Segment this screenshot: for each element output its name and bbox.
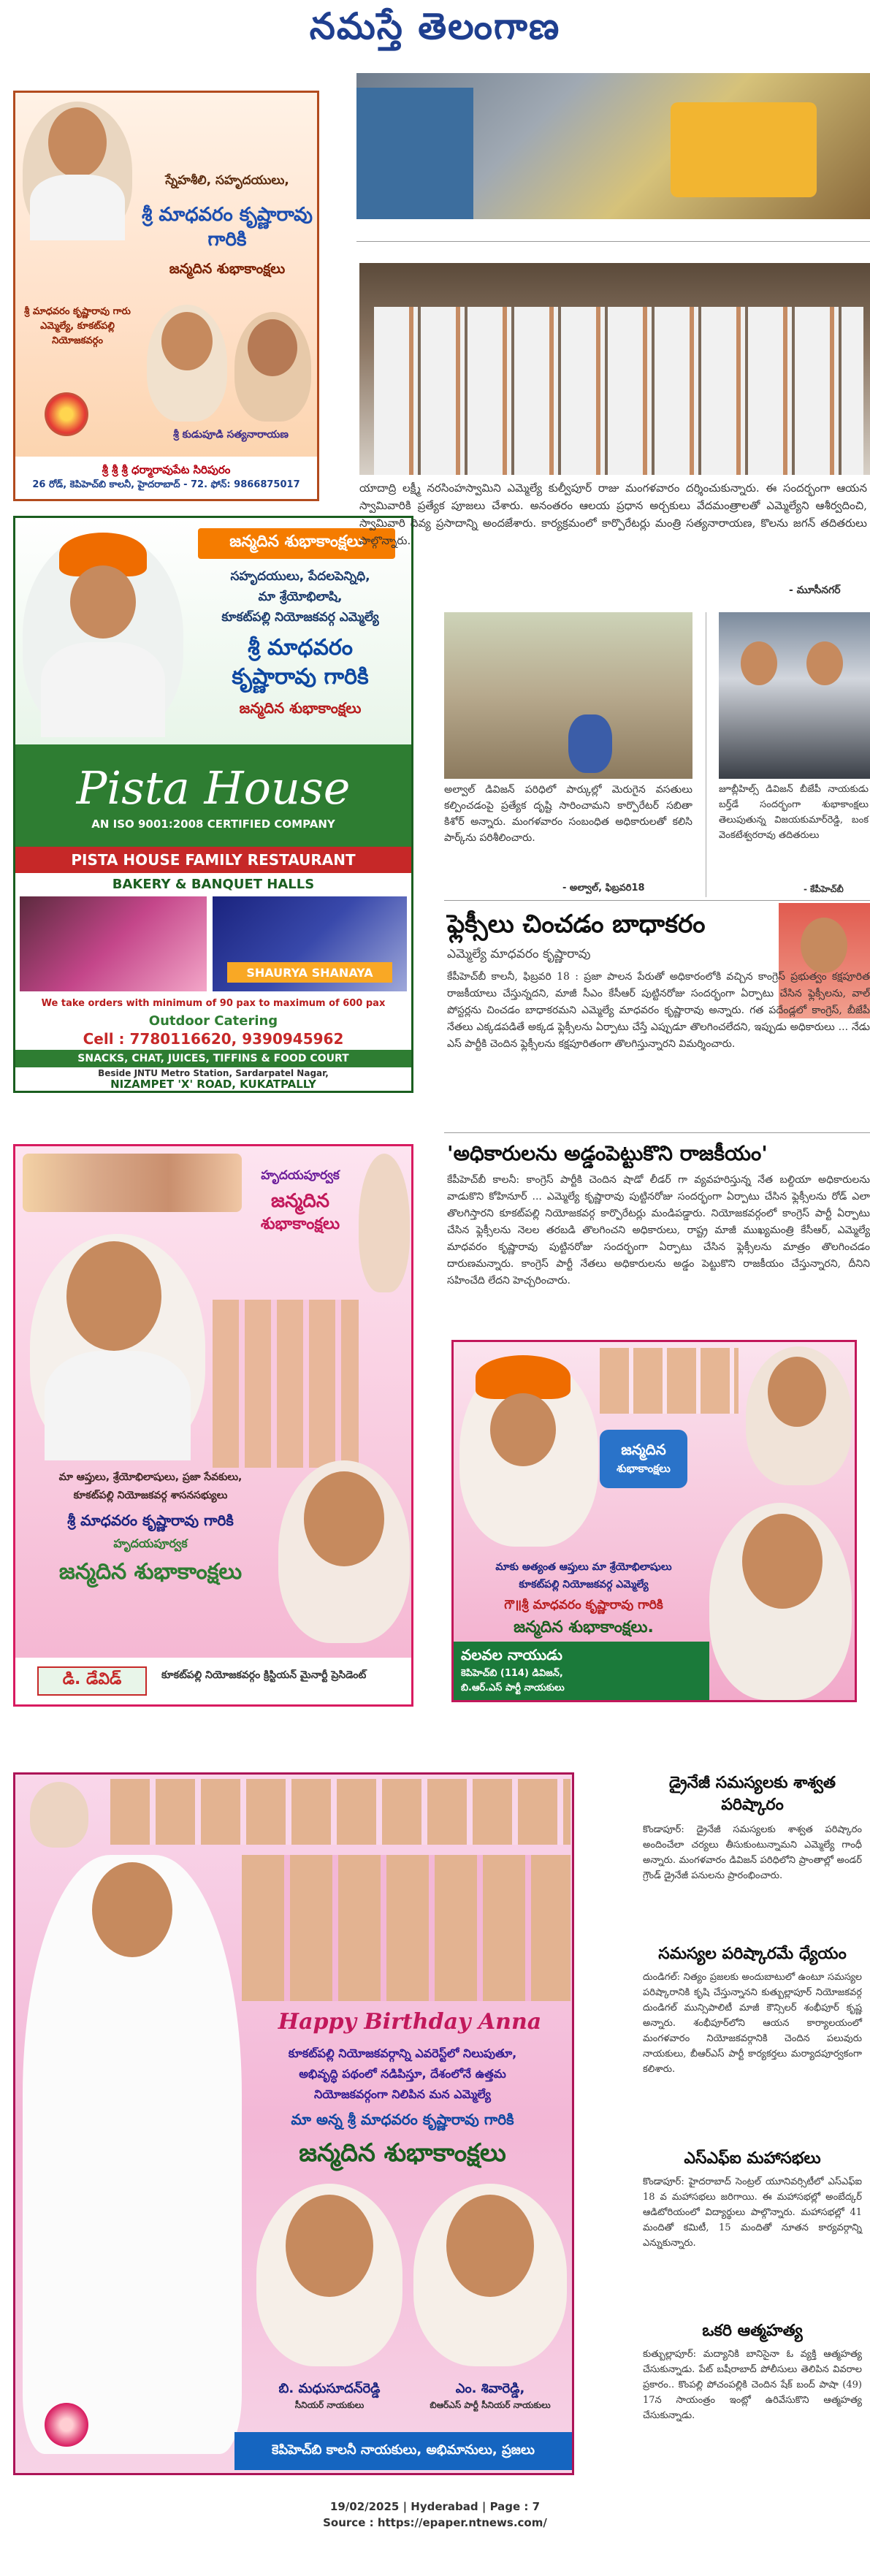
face-shape — [742, 1514, 823, 1609]
ad-footer-line1: శ్రీ శ్రీ శ్రీ ధర్మారావు‌పేట సిరిపురం — [102, 463, 231, 476]
pista-house-ad — [13, 516, 413, 1093]
ad-caption-right: శ్రీ కుడుపూడి సత్యనారాయణ — [173, 429, 289, 441]
badge-line-1: జన్మదిన — [621, 1440, 666, 1458]
masthead — [0, 0, 870, 61]
photo-collage — [213, 1300, 359, 1468]
person-photo — [359, 1154, 410, 1292]
ad-top-line-3: శుభాకాంక్షలు — [260, 1215, 340, 1233]
ad-honoree-name: మా అన్న శ్రీ మాధవరం కృష్ణారావు గారికి — [291, 2111, 514, 2128]
flower-decoration — [45, 392, 88, 436]
address-line-2: NIZAMPET 'X' ROAD, KUKATPALLY — [110, 1078, 316, 1091]
ad-caption-left: శ్రీ మాధవరం కృష్ణారావు గారు ఎమ్మెల్యే, కూకట్‌పల్లి నియోజకవర్గం — [24, 306, 131, 346]
sponsor-band — [454, 1642, 709, 1700]
sponsor-right-title: బిఆర్‌ఎస్ పార్టీ సీనియర్ నాయకులు — [430, 2400, 551, 2410]
photo-strip-top — [110, 1779, 571, 1845]
ad-wish-small: హృదయపూర్వక — [113, 1536, 188, 1550]
footer-date-page: 19/02/2025 | Hyderabad | Page : 7 — [329, 2500, 541, 2513]
ad-wish: జన్మదిన శుభాకాంక్షలు. — [514, 1618, 654, 1636]
bakery-text: BAKERY & BANQUET HALLS — [112, 876, 315, 892]
turban-shape — [476, 1355, 571, 1399]
shirt-shape — [41, 642, 165, 737]
ad-honoree-name: గౌ॥శ్రీ మాధవరం కృష్ణారావు గారికి — [504, 1598, 663, 1612]
ad-line-2: అభివృద్ధి పథంలో నడిపిస్తూ, దేశంలోనే ఉత్తమ — [299, 2067, 506, 2081]
suicide-article-body: కుత్బుల్లాపూర్: మద్యానికి బానిసైనా ఓ వ్యక్తి ఆత్మహత్య చేసుకున్నాడు. పేట్ బషీరాబాద్ పోలీసులు తెలిపిన వివరాల ప్రకారం.. కొంపల్లి పోచంపల్లికి చెందిన షేక్ బంద్ పాషా (49) 17న సాయంత్రం ఇంట్లో ఉరివేసుకొని ఆత్మహత్య చేసుకున్నాడు. — [643, 2349, 862, 2421]
bakery-band — [15, 873, 411, 895]
ad-honoree-name: శ్రీ మాధవరం కృష్ణారావు గారికి — [67, 1512, 234, 1529]
badge — [600, 1430, 687, 1488]
snacks-text: SNACKS, CHAT, JUICES, TIFFINS & FOOD COURT — [77, 1053, 349, 1064]
ad-top-line-2: జన్మదిన — [271, 1190, 329, 1212]
photo-strip — [600, 1348, 739, 1414]
ad-wish: జన్మదిన శుభాకాంక్షలు — [169, 261, 286, 277]
ad-banner-text: జన్మదిన శుభాకాంక్షలు — [229, 533, 364, 551]
park-article-body: అల్వాల్ డివిజన్ పరిధిలో పార్కుల్లో మెరుగైన వసతులు కల్పించడంపై ప్రత్యేక దృష్టి సారించామని కార్పొరేటర్ సబితా కిశోర్ అన్నారు. మంగళవారం సంబంధిత అధికారులతో కలిసి పార్క్‌ను పరిశీలించారు. — [444, 784, 692, 844]
ad-honoree-name-2: కృష్ణారావు గారికి — [232, 664, 369, 690]
park-article-byline: - అల్వాల్, ఫిబ్రవరి18 — [562, 883, 645, 893]
sponsor-band — [15, 1658, 411, 1704]
english-greeting: Happy Birthday Anna — [278, 2008, 542, 2035]
politician-photo-row — [23, 1154, 242, 1212]
face-shape — [768, 1357, 826, 1427]
face-shape — [741, 641, 777, 685]
birthday-article-byline: - కేపీహెచ్‌బీ — [804, 884, 844, 894]
brand-name: Pista House — [76, 761, 351, 815]
divider — [444, 900, 870, 901]
ad-footer-band — [234, 2432, 572, 2470]
brand-band — [15, 744, 411, 847]
sponsor-left-name: బి. మధుసూదన్‌రెడ్డి — [278, 2381, 381, 2396]
ad-line-1: మాకు అత్యంత ఆప్తులు మా శ్రేయోభిలాషులు — [495, 1561, 672, 1573]
birthday-ad-1 — [13, 91, 319, 501]
face-shape — [490, 1393, 556, 1466]
news-photo-excavation — [356, 73, 870, 219]
shirt-shape — [30, 175, 125, 240]
blue-gate — [356, 88, 473, 219]
flexi-headline: ఫ్లెక్సీలు చించడం బాధాకరం — [447, 910, 706, 939]
badge-line-2: శుభాకాంక్షలు — [617, 1461, 671, 1475]
face-shape — [248, 319, 297, 376]
sponsor-right-name: ఎం. శివారెడ్డి, — [455, 2381, 525, 2396]
restaurant-band — [15, 847, 411, 873]
problems-headline: సమస్యల పరిష్కారమే ధ్యేయం — [658, 1945, 847, 1963]
face-shape — [806, 641, 843, 685]
face-shape — [66, 1241, 161, 1351]
ad-wish: జన్మదిన శుభాకాంక్షలు — [299, 2138, 506, 2168]
ad-honoree-name: శ్రీ మాధవరం కృష్ణారావు గారికి — [142, 204, 313, 251]
birthday-article-body: జూబ్లీహిల్స్ డివిజన్ బీజేపీ నాయకుడు బర్త్‌డే సందర్భంగా శుభాకాంక్షలు తెలుపుతున్న విజయకుమార్‌రెడ్డి, బంక వెంకటేశ్వరరావు తదితరులు — [719, 784, 869, 841]
ad-tagline: స్నేహశీలి, సహృదయులు, — [165, 173, 289, 188]
face-shape — [92, 1862, 172, 1957]
flexi-subhead: ఎమ్మెల్యే మాధవరం కృష్ణారావు — [447, 947, 591, 961]
drainage-headline: డ్రైనేజీ సమస్యలకు శాశ్వత పరిష్కారం — [668, 1774, 836, 1814]
photo-strip-middle — [242, 1855, 571, 2001]
address-line-1: Beside JNTU Metro Station, Sardarpatel Nagar, — [98, 1068, 329, 1078]
banquet-photo-left — [20, 896, 207, 991]
ad-line-3: నియోజకవర్గంగా నిలిపిన మన ఎమ్మెల్యే — [314, 2087, 491, 2101]
sponsor-name-box — [37, 1666, 147, 1696]
jcb-shape — [671, 102, 817, 197]
sf-headline: ఎస్‌ఎఫ్‌ఐ మహాసభలు — [684, 2149, 821, 2168]
sf-article-body: కొండాపూర్: హైదరాబాద్ సెంట్రల్ యూనివర్సిటీలో ఎస్‌ఎఫ్‌ఐ 18 వ మహాసభలు జరిగాయి. ఈ మహాసభల్లో అంబేద్కర్ ఆడిటోరియంలో విద్యార్థులు పాల్గొన్నారు. మహాసభల్లో 41 మందితో కమిటీ, 15 మందితో నూతన కార్యవర్గాన్ని ఎన్నుకున్నారు. — [643, 2176, 862, 2249]
ad-wish: జన్మదిన శుభాకాంక్షలు — [58, 1559, 243, 1585]
catering-text: Outdoor Catering — [148, 1013, 278, 1029]
ad-line-3: కూకట్‌పల్లి నియోజకవర్గ ఎమ్మెల్యే — [221, 610, 379, 625]
birthday-ad-3 — [13, 1144, 413, 1707]
snacks-band — [15, 1050, 411, 1067]
ad-footer-band — [15, 457, 317, 499]
sponsor-title-1: కెపిహెచ్‌బి (114) డివిజన్, — [461, 1668, 563, 1679]
news-photo-park — [444, 612, 692, 779]
sponsor-title-2: బి.ఆర్.ఎస్ పార్టీ నాయకులు — [461, 1683, 565, 1693]
news-photo-temple-group — [359, 263, 870, 475]
face-shape — [286, 2195, 373, 2297]
ad-line-1: కూకట్‌పల్లి నియోజకవర్గాన్ని ఎవరెస్ట్‌లో నిలుపుతూ, — [288, 2046, 517, 2060]
news-photo-birthday — [719, 612, 870, 779]
suicide-headline: ఒకరి ఆత్మహత్య — [702, 2322, 803, 2340]
orders-text: We take orders with minimum of 90 pax to maximum of 600 pax — [41, 997, 386, 1009]
brand-iso: AN ISO 9001:2008 CERTIFIED COMPANY — [91, 817, 335, 831]
ad-line-2: మా శ్రేయోభిలాషి, — [258, 590, 343, 604]
birthday-ad-5 — [13, 1772, 574, 2475]
ad-footer-text: కెపిహెచ్‌బి కాలనీ నాయకులు, అభిమానులు, ప్రజలు — [272, 2442, 535, 2458]
face-shape — [48, 107, 107, 178]
hall-sign: SHAURYA SHANAYA — [227, 962, 392, 983]
temple-article-byline: - మూసీనగర్ — [789, 584, 841, 596]
sponsor-name: వలవల నాయుడు — [461, 1646, 562, 1664]
footer-source: Source : https://epaper.ntnews.com/ — [323, 2516, 547, 2529]
divider — [356, 241, 870, 242]
ad-line-2: కూకట్‌పల్లి నియోజకవర్గ ఎమ్మెల్యే — [519, 1579, 649, 1590]
face-shape — [70, 565, 136, 639]
ad-top-line-1: హృదయపూర్వక — [261, 1168, 340, 1183]
face-shape — [446, 2195, 534, 2297]
page-footer — [0, 2499, 870, 2531]
divider — [444, 1132, 870, 1133]
face-shape — [304, 1471, 384, 1566]
phone-text: Cell : 7780116620, 9390945962 — [83, 1030, 344, 1048]
restaurant-name: PISTA HOUSE FAMILY RESTAURANT — [71, 851, 356, 869]
group-people — [374, 307, 863, 475]
ad-footer-line2: 26 రోడ్, కెపిహెచ్‌బి కాలనీ, హైదరాబాద్ - 72. ఫోన్: 9866875017 — [32, 479, 300, 490]
shirt-shape — [45, 1351, 191, 1460]
flexi-article-body: కేపీహెచ్‌బీ కాలనీ, ఫిబ్రవరి 18 : ప్రజా పాలన పేరుతో అధికారంలోకి వచ్చిన కాంగ్రెస్ ప్రభుత్వం కక్షపూరిత రాజకీయాలు చేస్తున్నదని, మాజీ సీఎం కేసీఆర్ పుట్టినరోజు సందర్భంగా ఏర్పాటు చేసిన ఫ్లెక్సీలను, వాల్ పోస్టర్లను చించడం బాధాకరమని ఎమ్మెల్యే మాధవరం కృష్ణారావు అన్నారు. గత పదేండ్లలో కాంగ్రెస్, బీజేపీ నేతలు ఎక్కడపడితే అక్కడ ఫ్లెక్సీలను ఏర్పాటు చేస్తే ఎప్పుడూ తొలగించలేదని, ఇప్పుడు అధికారులు ... నేడు ఎస్ పార్టీకి చెందిన ఫ్లెక్సీలను కక్షపూరితంగా తొలగిస్తున్నారని విమర్శించారు. — [447, 971, 870, 1050]
sponsor-left-title: సీనియర్ నాయకులు — [294, 2400, 365, 2410]
person-photo — [30, 1782, 88, 1848]
temple-article-body: యాదాద్రి లక్ష్మీ నరసింహస్వామిని ఎమ్మెల్యే కుల్వీపూర్ రాజు మంగళవారం దర్శించుకున్నారు. ఈ సందర్భంగా ఆయన స్వామివారికి ప్రత్యేక పూజలు చేశారు. అనంతరం ఆలయ ప్రధాన అర్చకులు వేదమంత్రాలతో ఎమ్మెల్యేని ఆశీర్వదించి, స్వామివారి దివ్య ప్రసాదాన్ని అందజేశారు. కార్యక్రమంలో కార్పొరేటర్లు మంత్రి సత్యనారాయణ, కొలను జగన్ తదితరులు పాల్గొన్నారు. — [359, 481, 867, 547]
officials-article-body: కేపీహెచ్‌బీ కాలనీ: కాంగ్రెస్ పార్టీకి చెందిన షాడో లీడర్ గా వ్యవహరిస్తున్న నేత బల్దియా అధికారులను వాడుకొని కోహినూర్ ... ఎమ్మెల్యే కృష్ణారావు పుట్టినరోజు సందర్భంగా ఏర్పాటు చేసిన ఫ్లెక్సీలను రోడ్ ఎలా తొలగిస్తారని కూకట్‌పల్లి నియోజకవర్గ కార్పొరేటర్లు మండిపడ్డారు. నియోజకవర్గంలో కాంగ్రెస్ పార్టీ ఏర్పాటు చేసిన ఫ్లెక్సీలను నెలల తరబడి తొలగించని అధికారులు, రాష్ట్ర మాజీ ముఖ్యమంత్రి కేసీఆర్, ఎమ్మెల్యే మాధవరం కృష్ణారావు పుట్టినరోజు సందర్భంగా ఏర్పాటు చేసిన ఫ్లెక్సీలను మాత్రం తొలగించడం దారుణమన్నారు. కాంగ్రెస్ పార్టీ నేతలు అధికారులను అడ్డం పెట్టుకొని రాజకీయం చేస్తున్నారని, దీనిని సహించేది లేదని హెచ్చరించారు. — [447, 1174, 870, 1287]
newspaper-title: నమస్తే తెలంగాణ — [309, 4, 561, 47]
drainage-article-body: కొండాపూర్: డ్రైనేజీ సమస్యలకు శాశ్వత పరిష్కారం అందించేలా చర్యలు తీసుకుంటున్నామని ఎమ్మెల్యే గాంధీ అన్నారు. మంగళవారం డివిజన్ పరిధిలోని ప్రాంతాల్లో అండర్ గ్రౌండ్ డ్రైనేజీ పనులను ప్రారంభించారు. — [643, 1824, 862, 1881]
banquet-photo-right — [213, 896, 407, 991]
ad-line-1: మా ఆప్తులు, శ్రేయోభిలాషులు, ప్రజా సేవకులు, — [58, 1471, 243, 1483]
face-shape — [801, 918, 847, 973]
sponsor-title: కూకట్‌పల్లి నియోజకవర్గం క్రిస్టియన్ మైనార్టీ ప్రెసిడెంట్ — [161, 1669, 367, 1681]
ad-honoree-name: శ్రీ మాధవరం — [248, 635, 353, 660]
officials-headline: 'అధికారులను అడ్డంపెట్టుకొని రాజకీయం' — [447, 1141, 768, 1165]
problems-article-body: దుండిగల్: నిత్యం ప్రజలకు అందుబాటులో ఉంటూ సమస్యల పరిష్కారానికి కృషి చేస్తున్నానని కుత్బుల్లాపూర్ నియోజకవర్గ దుండిగల్ మున్సిపాలిటీ మాజీ కౌన్సిలర్ శంభీపూర్ కృష్ణ అన్నారు. శంభీపూర్‌లోని ఆయన కార్యాలయంలో మంగళవారం నియోజకవర్గానికి చెందిన పలువురు నాయకులు, బీఆర్‌ఎస్ పార్టీ కార్యకర్తలు మర్యాదపూర్వకంగా కలిశారు. — [643, 1972, 862, 2075]
face-shape — [161, 312, 213, 370]
birthday-ad-4 — [451, 1340, 857, 1702]
sponsor-name: డి. డేవిడ్ — [62, 1670, 122, 1688]
ad-line-1: సహృదయులు, పేదలపెన్నిధి, — [230, 569, 370, 584]
park-person — [568, 715, 612, 773]
ad-wish: జన్మదిన శుభాకాంక్షలు — [239, 699, 362, 717]
flower-decoration — [45, 2403, 88, 2447]
ad-line-2: కూకట్‌పల్లి నియోజకవర్గ శాసనసభ్యులు — [73, 1490, 228, 1501]
